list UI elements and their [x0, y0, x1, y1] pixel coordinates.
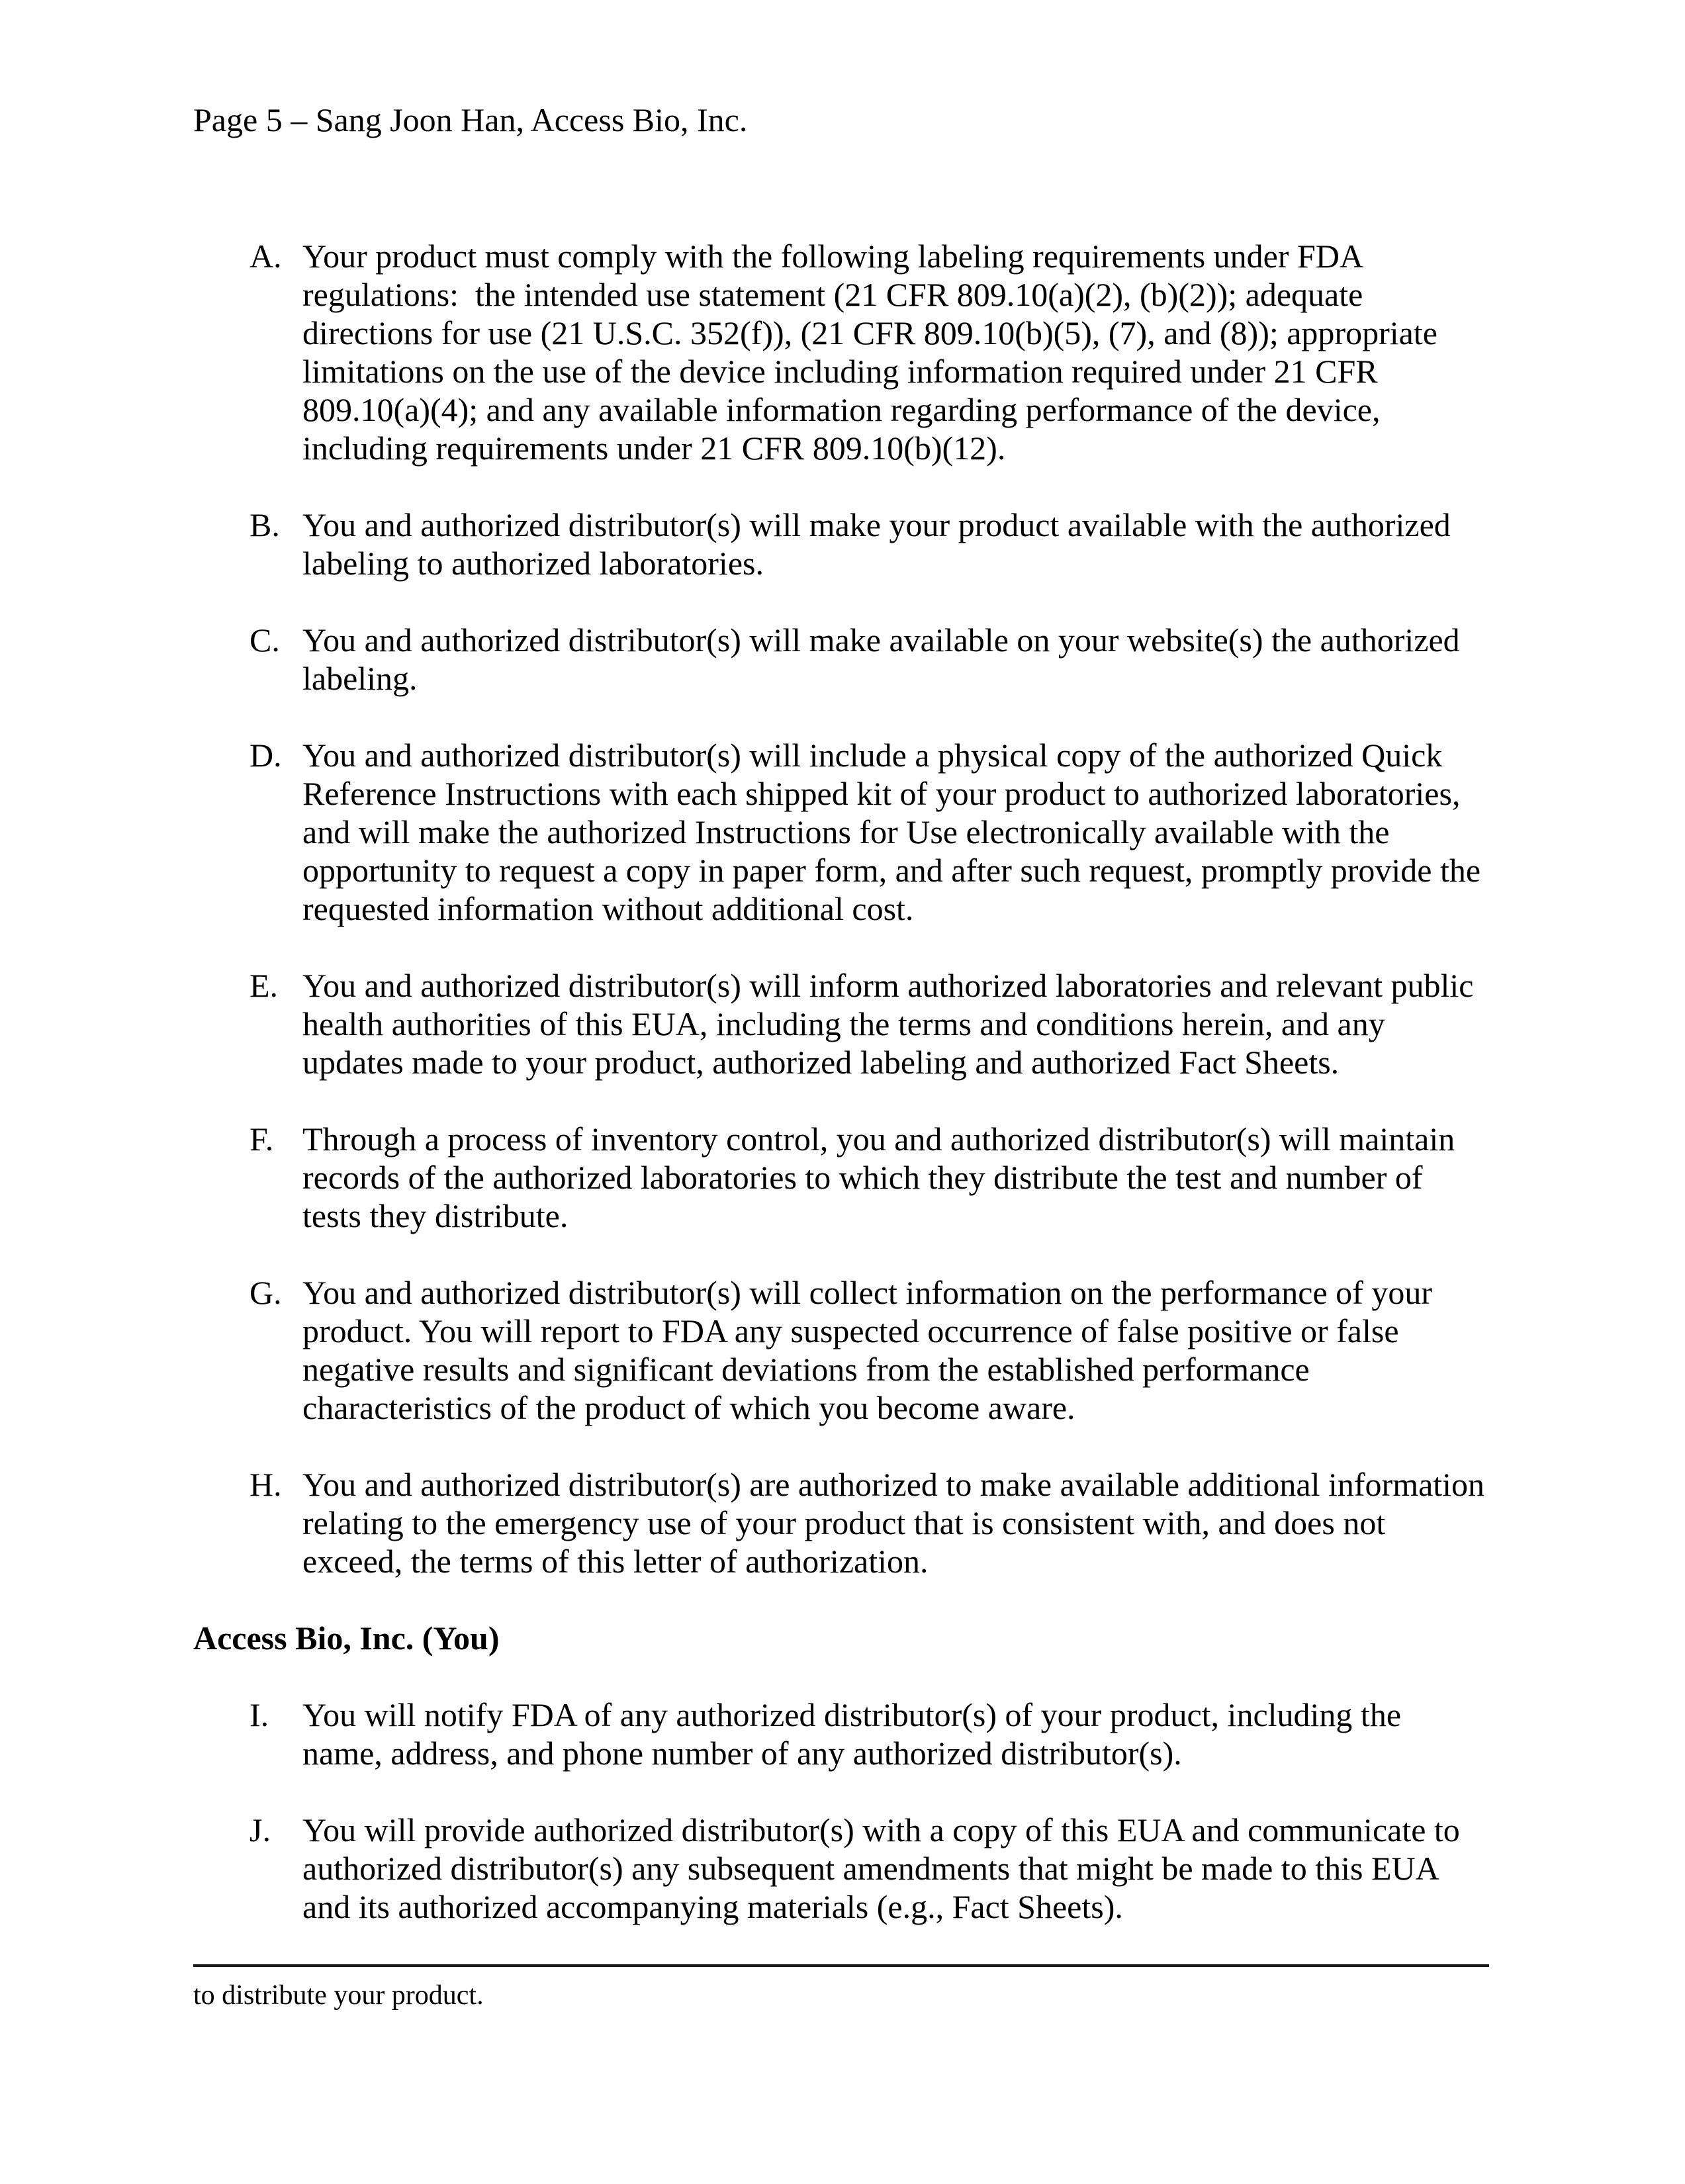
list-letter: I.: [250, 1696, 269, 1733]
list-letter: J.: [250, 1811, 271, 1848]
list-letter: H.: [250, 1466, 282, 1503]
list-item-text: You and authorized distributor(s) will make available on your website(s) the authorized labeling.: [302, 621, 1469, 697]
list-item-i: [193, 1696, 1489, 1772]
list-letter: B.: [250, 506, 280, 543]
list-item-a: [193, 237, 1489, 467]
list-item-text: You and authorized distributor(s) will collect information on the performance of your product. You will report to FDA any suspected occurrence of false positive or false negative results and significant deviations from the established performance characteristics of the product of which you become aware.: [302, 1274, 1441, 1426]
list-item-text: Through a process of inventory control, you and authorized distributor(s) will maintain records of the authorized laboratories to which they distribute the test and number of tests they distribute.: [302, 1120, 1463, 1234]
list-item-text: You will notify FDA of any authorized distributor(s) of your product, including the name, address, and phone number of any authorized distributor(s).: [302, 1696, 1410, 1772]
list-letter: C.: [250, 621, 280, 659]
page-header: Page 5 – Sang Joon Han, Access Bio, Inc.: [193, 101, 748, 138]
footnote-separator-rule: [193, 1964, 1489, 1967]
list-item-g: [193, 1273, 1489, 1427]
list-letter: D.: [250, 737, 282, 774]
list-item-f: [193, 1120, 1489, 1235]
list-item-e: [193, 966, 1489, 1081]
footnote-text: to distribute your product.: [193, 1980, 484, 2011]
section-heading: Access Bio, Inc. (You): [193, 1619, 500, 1657]
list-item-b: [193, 506, 1489, 582]
footnote-area: [193, 1964, 1489, 2012]
list-item-text: You will provide authorized distributor(s) with a copy of this EUA and communicate to authorized distributor(s) any subsequent amendments that might be made to this EUA and its authorized accompanying materials (e.g., Fact Sheets).: [302, 1811, 1469, 1925]
list-letter: E.: [250, 967, 279, 1004]
list-item-d: [193, 736, 1489, 928]
list-item-j: [193, 1811, 1489, 1926]
list-item-text: You and authorized distributor(s) will include a physical copy of the authorized Quick Reference Instructions with each shipped kit of your product to authorized laboratories, and will make the authorized Instructions for Use electronically available with the opportunity to request a copy in paper form, and after such request, promptly provide the requested information without additional cost.: [302, 737, 1489, 927]
list-item-text: You and authorized distributor(s) are authorized to make available additional information relating to the emergency use of your product that is consistent with, and does not exceed, the terms of this letter of authorization.: [302, 1466, 1493, 1580]
list-item-text: You and authorized distributor(s) will inform authorized laboratories and relevant public health authorities of this EUA, including the terms and conditions herein, and any updates made to your product, authorized labeling and authorized Fact Sheets.: [302, 967, 1482, 1081]
list-letter: G.: [250, 1274, 282, 1311]
list-letter: F.: [250, 1120, 274, 1158]
list-item-text: You and authorized distributor(s) will make your product available with the authorized labeling to authorized laboratories.: [302, 506, 1459, 582]
list-item-c: [193, 621, 1489, 698]
list-letter: A.: [250, 238, 282, 275]
list-item-h: [193, 1465, 1493, 1580]
list-item-text: Your product must comply with the following labeling requirements under FDA regulations: the intended use statement (21 CFR 809.10(a)(2), (b)(2)); adequate directions for use (21 U.S.C. 352(f)), (21 CFR 809.10(b)(5), (7), and (8)); appropriate limitations on the use of the device including information required under 21 CFR 809.10(a)(4); and any available information regarding performance of the device, including requirements under 21 CFR 809.10(b)(12).: [302, 238, 1446, 467]
